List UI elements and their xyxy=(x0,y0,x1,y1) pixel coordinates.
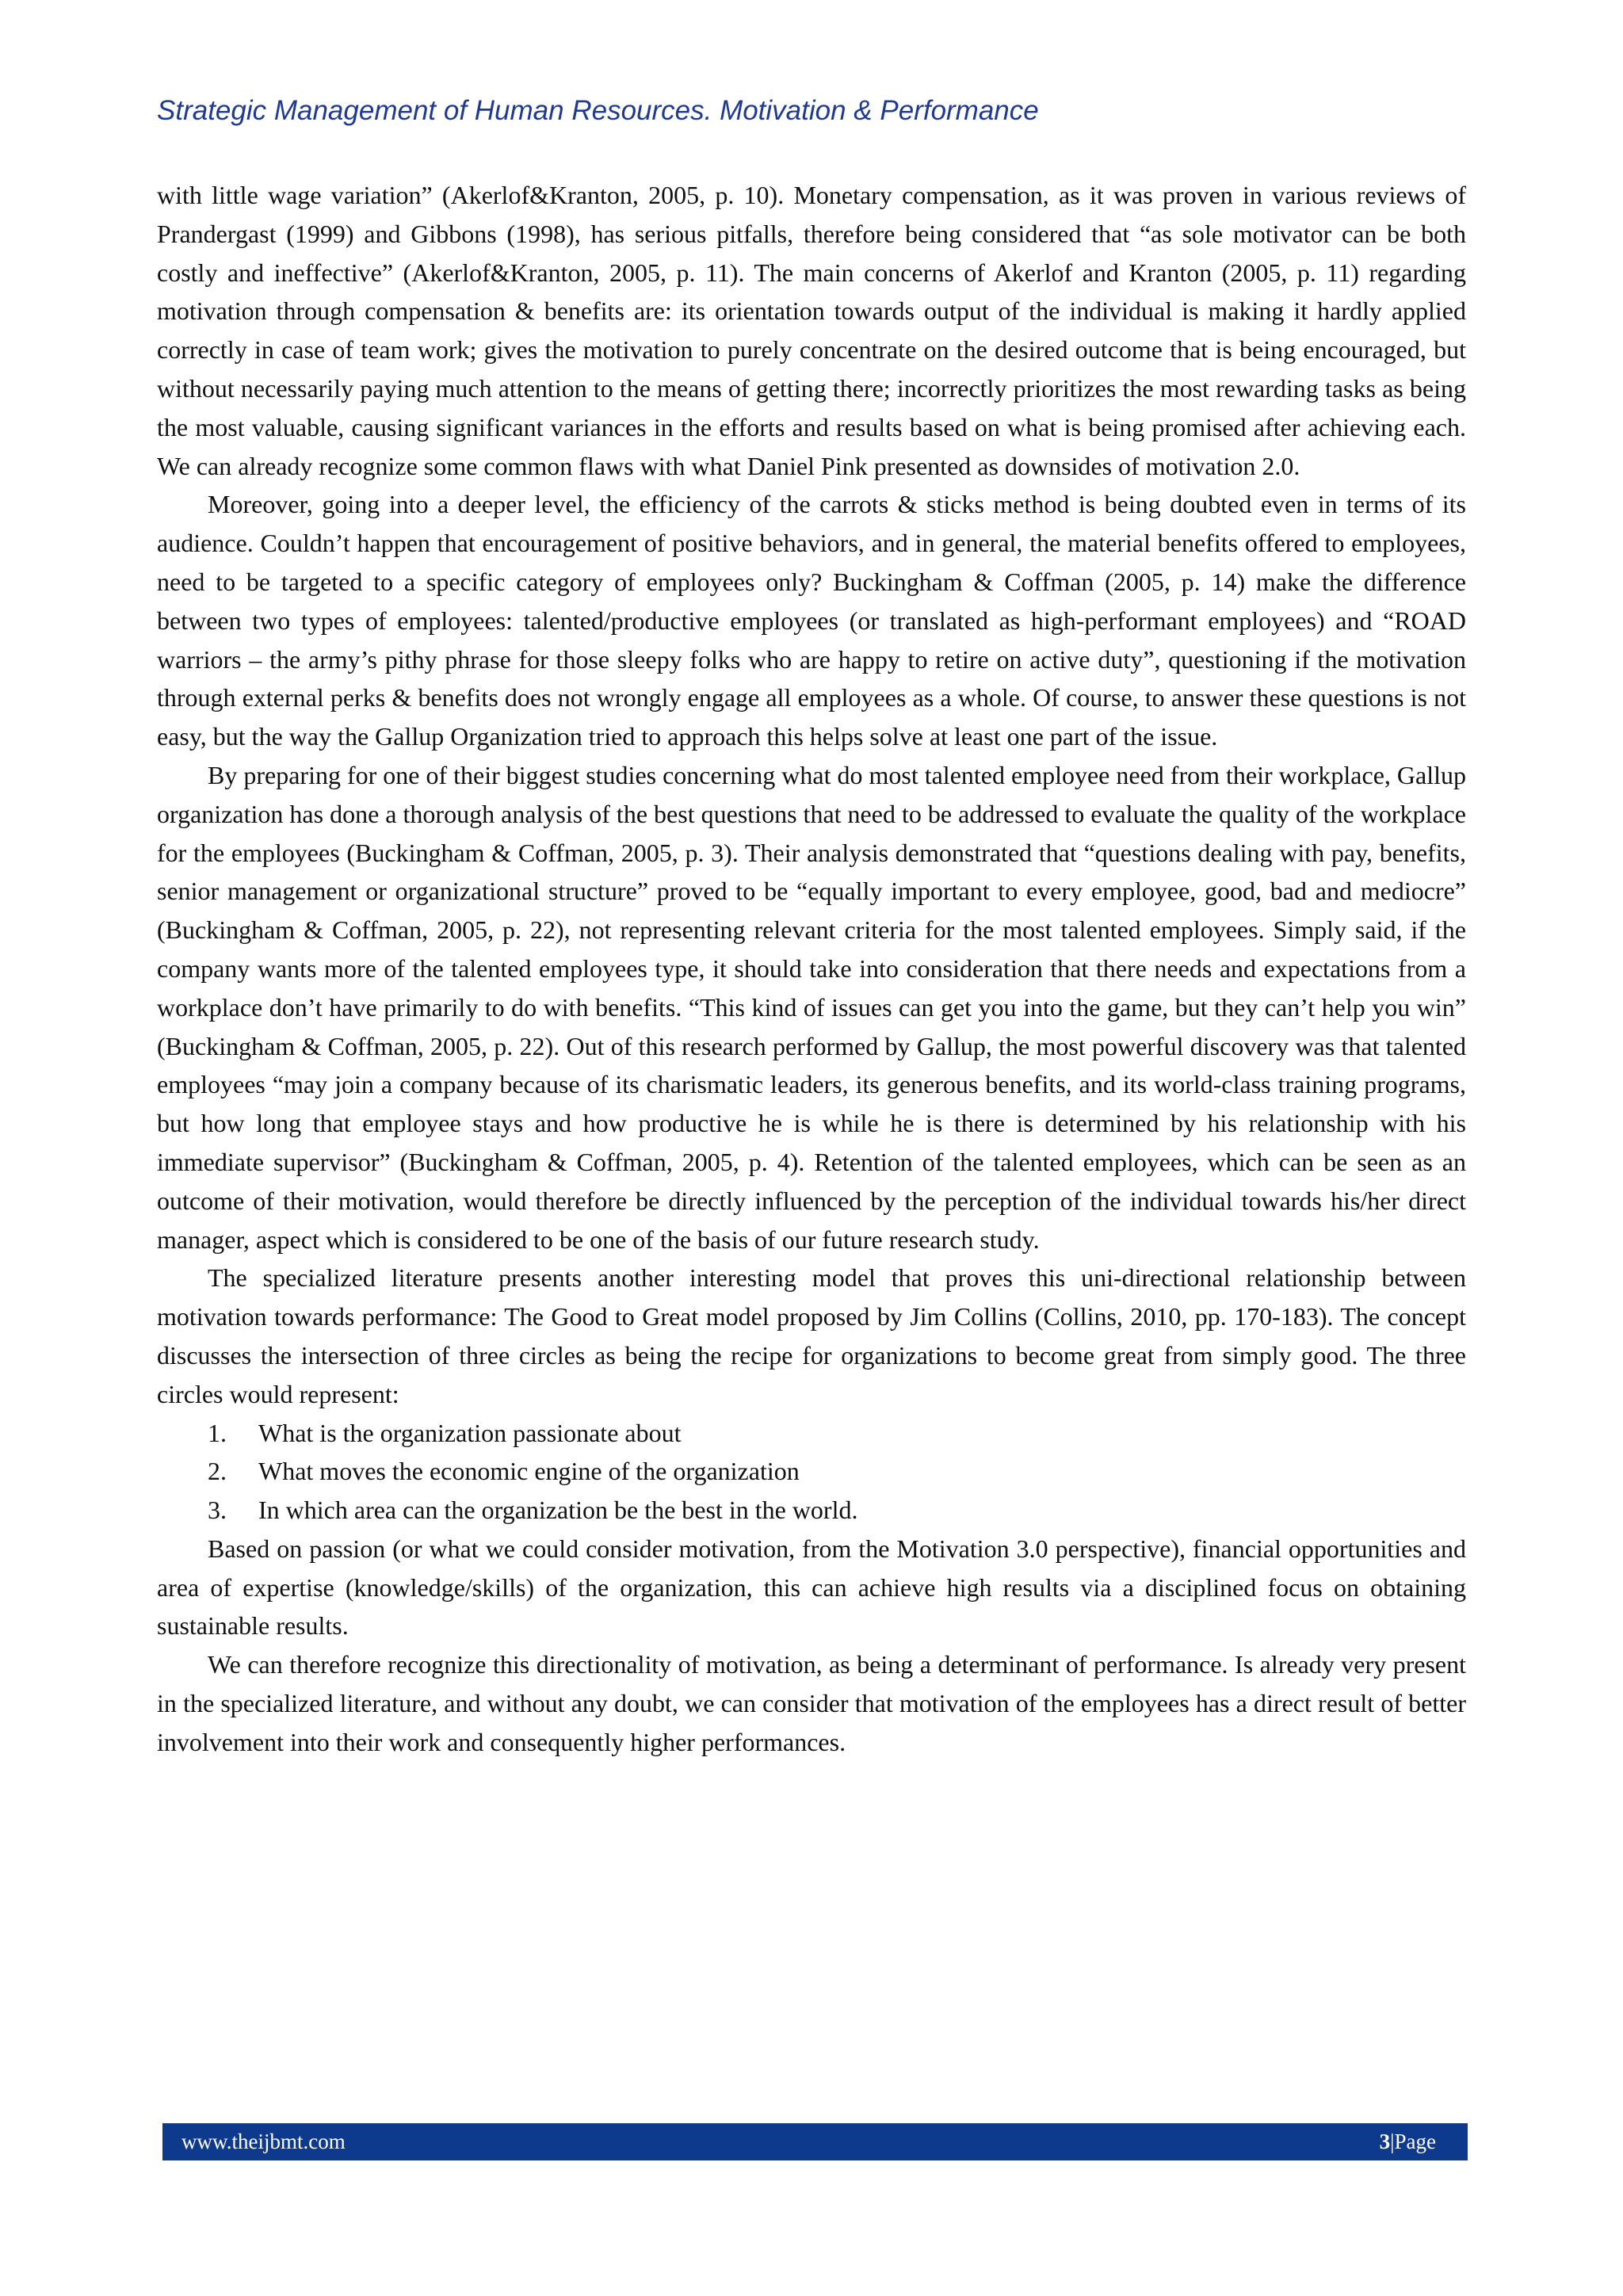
paragraph-2: Moreover, going into a deeper level, the efficiency of the carrots & sticks method is being doubted even in terms of its audience. Couldn’t happen that encouragement of positive behaviors, and in general, the material benefits offered to employees, need to be targeted to a specific category of employees only? Buckingham & Coffman (2005, p. 14) make the difference between two types of employees: talented/productive employees (or translated as high-performant employees) and “ROAD warriors – the army’s pithy phrase for those sleepy folks who are happy to retire on active duty”, questioning if the motivation through external perks & benefits does not wrongly engage all employees as a whole. Of course, to answer these questions is not easy, but the way the Gallup Organization tried to approach this helps solve at least one part of the issue. xyxy=(157,490,1466,751)
list-item xyxy=(157,1452,1466,1491)
list-item-number: 3. xyxy=(208,1496,227,1525)
page-footer-bar xyxy=(162,2123,1468,2160)
list-item-text: In which area can the organization be the best in the world. xyxy=(258,1496,858,1525)
paragraph-3: By preparing for one of their biggest studies concerning what do most talented employee need from their workplace, Gallup organization has done a thorough analysis of the best questions that need to be addressed to evaluate the quality of the workplace for the employees (Buckingham & Coffman, 2005, p. 3). Their analysis demonstrated that “questions dealing with pay, benefits, senior management or organizational structure” proved to be “equally important to every employee, good, bad and mediocre” (Buckingham & Coffman, 2005, p. 22), not representing relevant criteria for the most talented employees. Simply said, if the company wants more of the talented employees type, it should take into consideration that there needs and expectations from a workplace don’t have primarily to do with benefits. “This kind of issues can get you into the game, but they can’t help you win” (Buckingham & Coffman, 2005, p. 22). Out of this research performed by Gallup, the most powerful discovery was that talented employees “may join a company because of its charismatic leaders, its generous benefits, and its world-class training programs, but how long that employee stays and how productive he is while he is there is determined by his relationship with his immediate supervisor” (Buckingham & Coffman, 2005, p. 4). Retention of the talented employees, which can be seen as an outcome of their motivation, would therefore be directly influenced by the perception of the individual towards his/her direct manager, aspect which is considered to be one of the basis of our future research study. xyxy=(157,760,1466,1254)
list-item-number: 2. xyxy=(208,1457,227,1486)
list-item-number: 1. xyxy=(208,1418,227,1447)
three-circles-list xyxy=(157,1414,1466,1530)
list-item-text: What moves the economic engine of the organization xyxy=(258,1457,800,1486)
paragraph-5: Based on passion (or what we could consider motivation, from the Motivation 3.0 perspective), financial opportunities and area of expertise (knowledge/skills) of the organization, this can achieve high results via a disciplined focus on obtaining sustainable results. xyxy=(157,1534,1466,1641)
footer-page-label: |Page xyxy=(1390,2130,1436,2153)
paragraph-1: with little wage variation” (Akerlof&Kranton, 2005, p. 10). Monetary compensation, as it was proven in various reviews of Prandergast (1999) and Gibbons (1998), has serious pitfalls, therefore being considered that “as sole motivator can be both costly and ineffective” (Akerlof&Kranton, 2005, p. 11). The main concerns of Akerlof and Kranton (2005, p. 11) regarding motivation through compensation & benefits are: its orientation towards output of the individual is making it hardly applied correctly in case of team work; gives the motivation to purely concentrate on the desired outcome that is being encouraged, but without necessarily paying much attention to the means of getting there; incorrectly prioritizes the most rewarding tasks as being the most valuable, causing significant variances in the efforts and results based on what is being promised after achieving each. We can already recognize some common flaws with what Daniel Pink presented as downsides of motivation 2.0. xyxy=(157,181,1466,480)
paragraph-4: The specialized literature presents another interesting model that proves this uni-directional relationship between motivation towards performance: The Good to Great model proposed by Jim Collins (Collins, 2010, pp. 170-183). The concept discusses the intersection of three circles as being the recipe for organizations to become great from simply good. The three circles would represent: xyxy=(157,1263,1466,1408)
list-item xyxy=(157,1414,1466,1453)
running-header: Strategic Management of Human Resources. Motivation & Performance xyxy=(157,95,1039,126)
list-item-text: What is the organization passionate about xyxy=(258,1418,682,1447)
paragraph-6: We can therefore recognize this directionality of motivation, as being a determinant of performance. Is already very present in the specialized literature, and without any doubt, we can consider that motivation of the employees has a direct result of better involvement into their work and consequently higher performances. xyxy=(157,1650,1466,1756)
footer-page-indicator xyxy=(1380,2130,1436,2154)
footer-page-number: 3 xyxy=(1379,2130,1391,2153)
article-body xyxy=(157,176,1466,1762)
list-item xyxy=(157,1491,1466,1530)
footer-url: www.theijbmt.com xyxy=(181,2130,346,2153)
